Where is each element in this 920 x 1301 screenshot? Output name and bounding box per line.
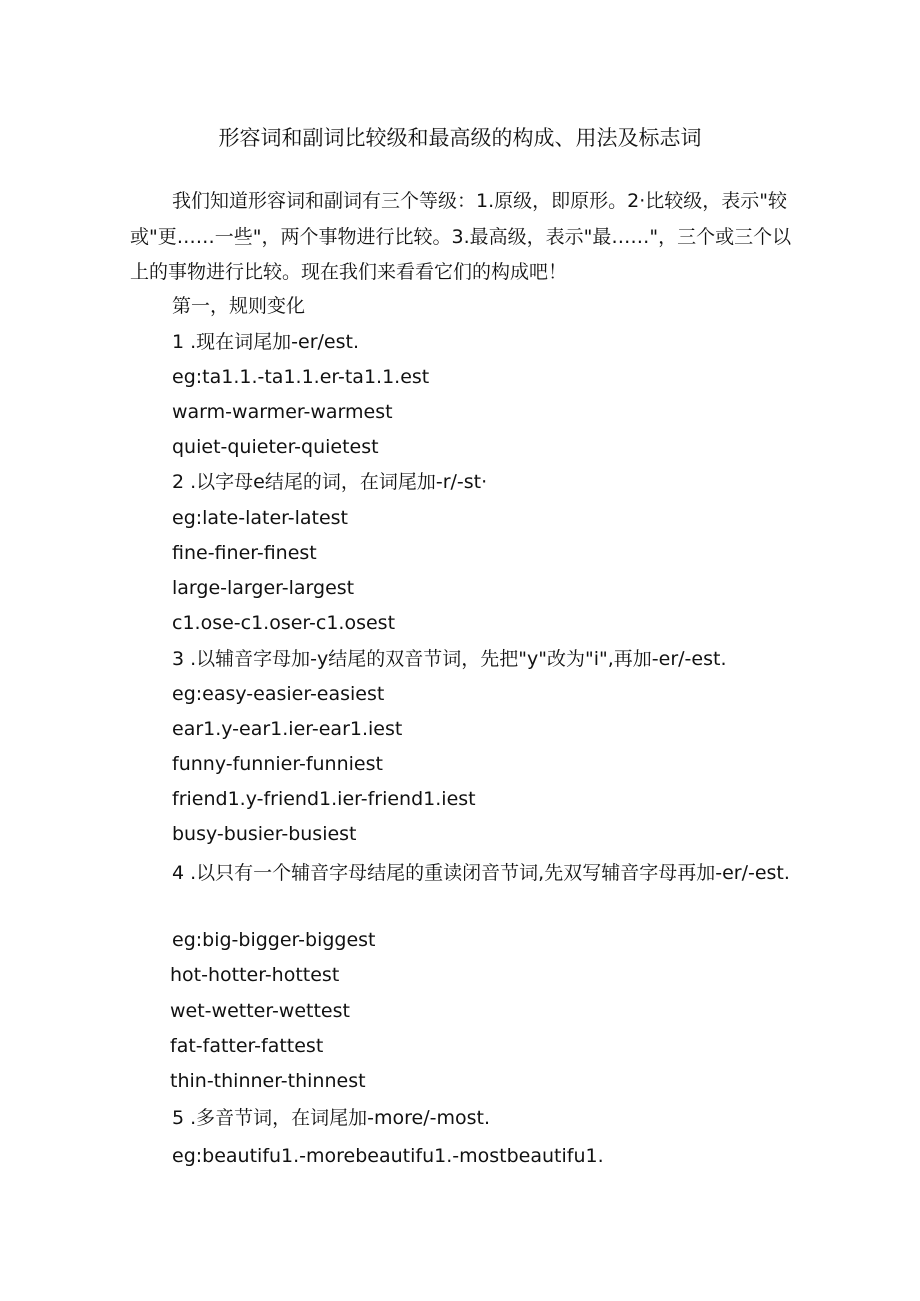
rule-2-example: large-larger-largest bbox=[172, 577, 355, 599]
rule-3-example: busy-busier-busiest bbox=[172, 823, 357, 845]
rule-2-example: fine-finer-finest bbox=[172, 542, 317, 564]
rule-4-example: fat-fatter-fattest bbox=[170, 1035, 324, 1057]
section-heading-regular: 第一，规则变化 bbox=[172, 295, 306, 317]
rule-3-example: eg:easy-easier-easiest bbox=[172, 683, 385, 705]
rule-1-example: warm-warmer-warmest bbox=[172, 401, 393, 423]
rule-3-heading: 3 .以辅音字母加-y结尾的双音节词，先把"y"改为"i",再加-er∕-est. bbox=[172, 648, 727, 670]
rule-2-example: eg:late-later-latest bbox=[172, 507, 348, 529]
rule-2-heading: 2 .以字母e结尾的词，在词尾加-r∕-st· bbox=[172, 471, 488, 493]
rule-4-example: hot-hotter-hottest bbox=[170, 964, 340, 986]
rule-3-example: ear1.y-ear1.ier-ear1.iest bbox=[172, 718, 403, 740]
rule-1-example: eg:ta1.1.-ta1.1.er-ta1.1.est bbox=[172, 366, 430, 388]
rule-1-heading: 1 .现在词尾加-er∕est. bbox=[172, 331, 360, 353]
rule-5-example: eg:beautifu1.-morebeautifu1.-mostbeautifu1. bbox=[172, 1145, 604, 1167]
rule-3-example: friend1.y-friend1.ier-friend1.iest bbox=[172, 788, 476, 810]
document-title: 形容词和副词比较级和最高级的构成、用法及标志词 bbox=[218, 126, 702, 150]
rule-4-heading: 4 .以只有一个辅音字母结尾的重读闭音节词,先双写辅音字母再加-er∕-est. bbox=[172, 862, 790, 884]
rule-5-heading: 5 .多音节词，在词尾加-more∕-most. bbox=[172, 1107, 491, 1129]
rule-1-example: quiet-quieter-quietest bbox=[172, 436, 379, 458]
intro-paragraph: 我们知道形容词和副词有三个等级：1.原级，即原形。2·比较级，表示"较或"更……一些"，两个事物进行比较。3.最高级，表示"最……"，三个或三个以上的事物进行比较。现在我们来看看它们的构成吧！ bbox=[130, 190, 792, 283]
rule-4-example: eg:big-bigger-biggest bbox=[172, 929, 376, 951]
rule-4-example: thin-thinner-thinnest bbox=[170, 1070, 366, 1092]
rule-4-example: wet-wetter-wettest bbox=[170, 1000, 350, 1022]
rule-2-example: c1.ose-c1.oser-c1.osest bbox=[172, 612, 396, 634]
rule-3-example: funny-funnier-funniest bbox=[172, 753, 383, 775]
